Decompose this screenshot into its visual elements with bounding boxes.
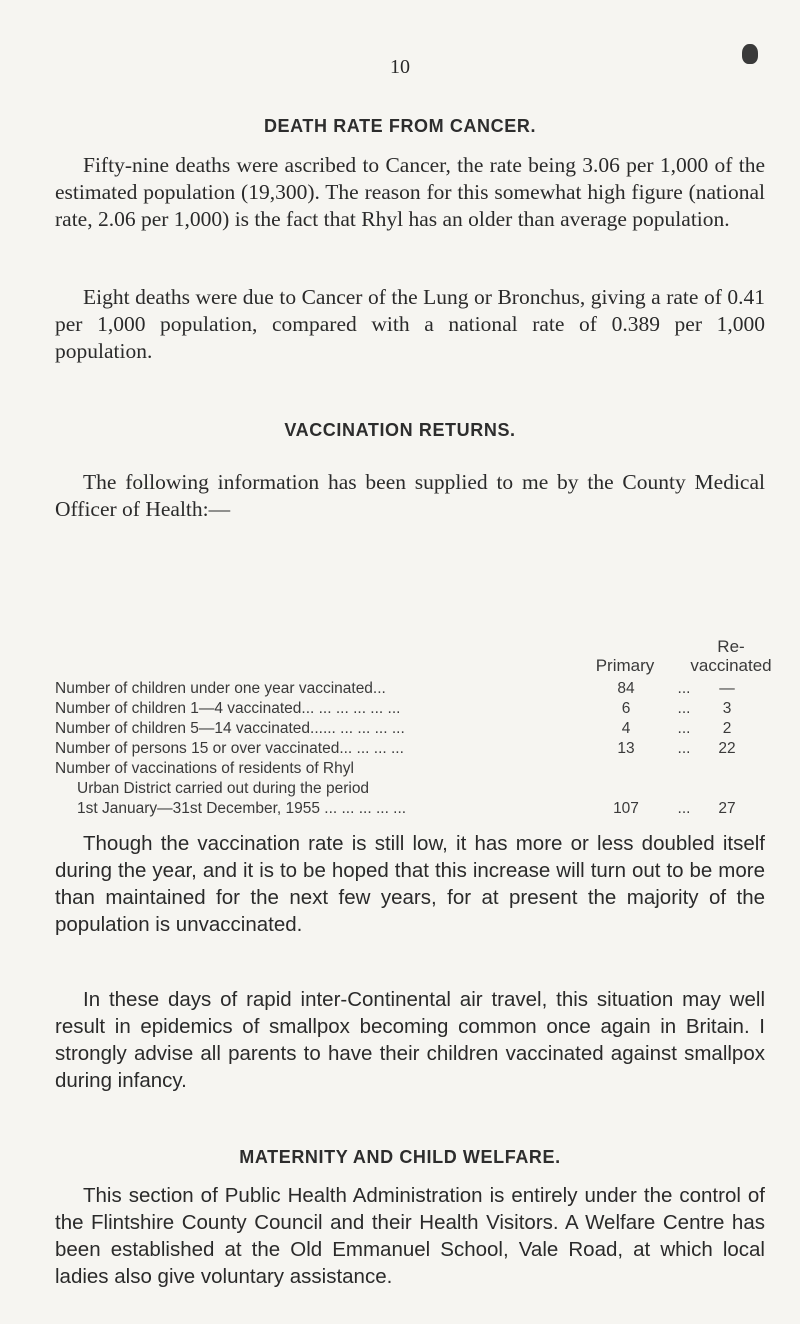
cancer-heading: DEATH RATE FROM CANCER. <box>263 116 537 136</box>
row-label: Number of children 1—4 vaccinated... ... ... ... ... ... <box>55 700 401 717</box>
row-primary: 84 <box>617 680 635 697</box>
row-leader: ... <box>677 700 691 717</box>
row-revacc: 22 <box>718 740 736 757</box>
col-header-revacc-line1: Re- <box>717 637 745 656</box>
table-row <box>55 719 765 739</box>
vaccination-intro: The following information has been supplied to me by the County Medical Officer of Health:— <box>55 470 765 521</box>
col-header-revacc-line2: vaccinated <box>690 656 772 675</box>
row-primary: 107 <box>613 800 639 817</box>
table-row <box>55 739 765 759</box>
row-revacc: 2 <box>722 720 732 737</box>
row-label: Number of persons 15 or over vaccinated... ... ... ... <box>55 740 404 757</box>
row-leader: ... <box>677 800 691 817</box>
table-row <box>55 679 765 699</box>
row-leader: ... <box>677 720 691 737</box>
table-row <box>55 779 765 799</box>
row-primary: 13 <box>617 740 635 757</box>
vaccination-heading: VACCINATION RETURNS. <box>284 420 516 440</box>
row-leader: ... <box>677 680 691 697</box>
row-primary: 6 <box>621 700 631 717</box>
vaccination-paragraph-1: Though the vaccination rate is still low, it has more or less doubled itself during the year, and it is to be hoped that this increase will turn out to be more than maintained for the next few years, for at present the majority of the population is unvaccinated. <box>55 832 765 936</box>
row-label: Urban District carried out during the period <box>77 780 370 797</box>
page-number: 10 <box>390 56 410 78</box>
row-revacc: — <box>719 680 735 697</box>
table-row <box>55 759 765 779</box>
col-header-primary: Primary <box>595 656 655 675</box>
row-leader: ... <box>677 740 691 757</box>
cancer-paragraph-1: Fifty-nine deaths were ascribed to Cancer, the rate being 3.06 per 1,000 of the estimated population (19,300). The reason for this somewhat high figure (national rate, 2.06 per 1,000) is the fact that Rhyl has an older than average population. <box>55 153 765 231</box>
row-label: Number of children under one year vaccinated... <box>55 680 386 697</box>
cancer-paragraph-2: Eight deaths were due to Cancer of the Lung or Bronchus, giving a rate of 0.41 per 1,000 population, compared with a national rate of 0.389 per 1,000 population. <box>55 285 765 363</box>
row-label: Number of vaccinations of residents of Rhyl <box>55 760 354 777</box>
row-primary: 4 <box>621 720 631 737</box>
row-revacc: 3 <box>722 700 732 717</box>
maternity-paragraph: This section of Public Health Administration is entirely under the control of the Flintshire County Council and their Health Visitors. A Welfare Centre has been established at the Old Emmanuel School, Vale Road, at which local ladies also give voluntary assistance. <box>55 1184 765 1288</box>
table-row <box>55 699 765 719</box>
ink-blot-mark <box>742 44 758 64</box>
table-row <box>55 799 765 819</box>
vaccination-paragraph-2: In these days of rapid inter-Continental air travel, this situation may well result in epidemics of smallpox becoming common once again in Britain. I strongly advise all parents to have their children vaccinated against smallpox during infancy. <box>55 988 765 1092</box>
row-revacc: 27 <box>718 800 736 817</box>
row-label: Number of children 5—14 vaccinated...... ... ... ... ... <box>55 720 405 737</box>
maternity-heading: MATERNITY AND CHILD WELFARE. <box>239 1147 561 1167</box>
row-label: 1st January—31st December, 1955 ... ... ... ... ... <box>77 800 407 817</box>
